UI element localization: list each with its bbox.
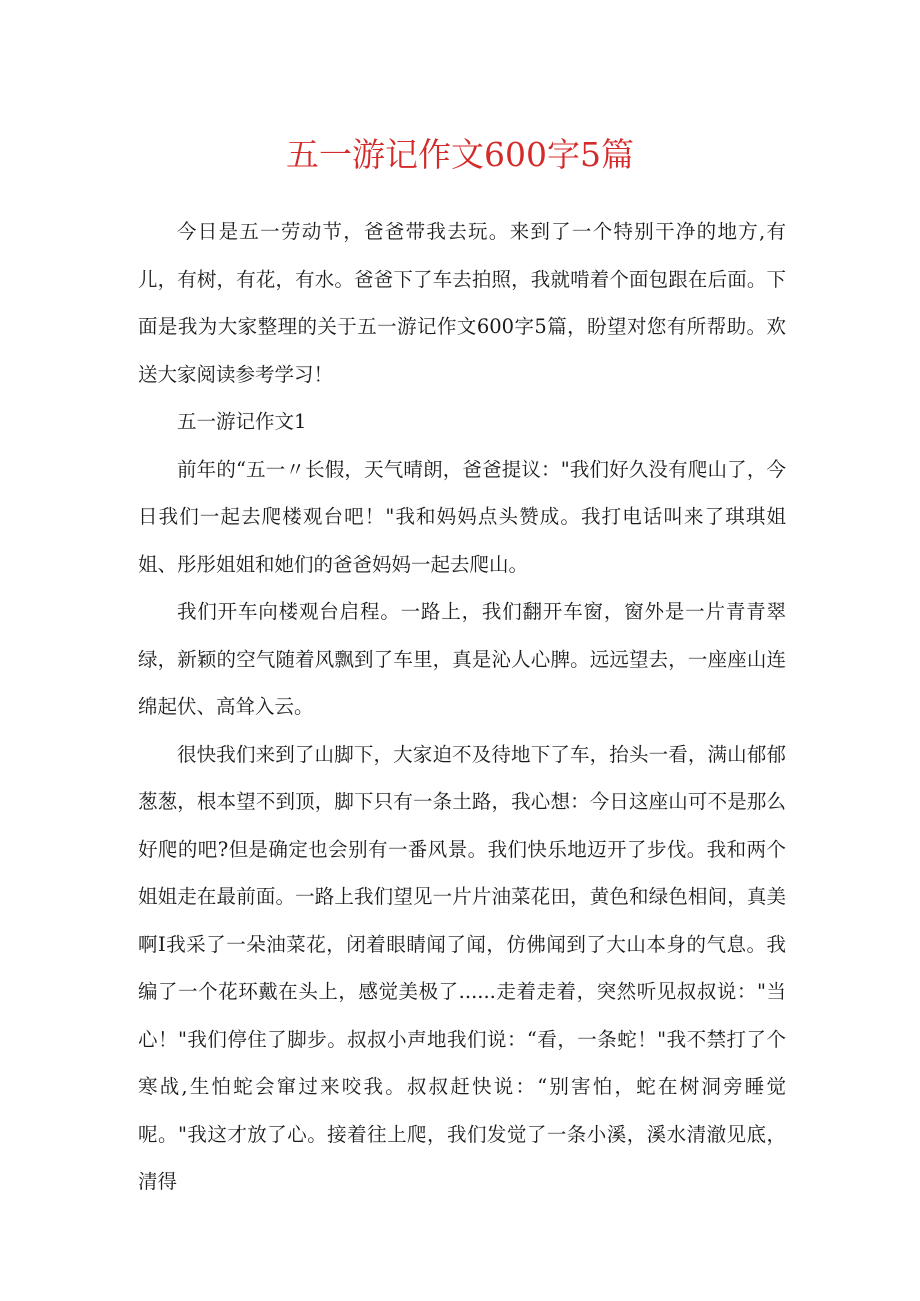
document-title: 五一游记作文600字5篇 (286, 135, 634, 174)
body-paragraph-2: 我们开车向楼观台启程。一路上，我们翻开车窗，窗外是一片青青翠绿，新颖的空气随着风飘到了车里，真是沁人心脾。远远望去，一座座山连绵起伏、高耸入云。 (138, 600, 786, 718)
section-heading: 五一游记作文1 (177, 410, 307, 433)
document-body (138, 208, 786, 1206)
body-paragraph-3: 很快我们来到了山脚下，大家迫不及待地下了车，抬头一看，满山郁郁葱葱，根本望不到顶，脚下只有一条土路，我心想：今日这座山可不是那么好爬的吧?但是确定也会别有一番风景。我们快乐地迈开了步伐。我和两个姐姐走在最前面。一路上我们望见一片片油菜花田，黄色和绿色相间，真美啊I我采了一朵油菜花，闭着眼睛闻了闻，仿佛闻到了大山本身的气息。我编了一个花环戴在头上，感觉美极了......走着走着，突然听见叔叔说："当心！"我们停住了脚步。叔叔小声地我们说：“看，一条蛇！"我不禁打了个寒战,生怕蛇会窜过来咬我。叔叔赶快说：“别害怕，蛇在树洞旁睡觉呢。"我这才放了心。接着往上爬，我们发觉了一条小溪，溪水清澈见底，清得 (138, 742, 786, 1193)
intro-paragraph: 今日是五一劳动节，爸爸带我去玩。来到了一个特别干净的地方,有儿，有树，有花，有水。爸爸下了车去拍照，我就啃着个面包跟在后面。下面是我为大家整理的关于五一游记作文600字5篇，盼望对您有所帮助。欢送大家阅读参考学习！ (138, 220, 786, 386)
body-paragraph-1: 前年的“五一〃长假，天气晴朗，爸爸提议："我们好久没有爬山了，今日我们一起去爬楼观台吧！"我和妈妈点头赞成。我打电话叫来了琪琪姐姐、彤彤姐姐和她们的爸爸妈妈一起去爬山。 (138, 457, 786, 576)
